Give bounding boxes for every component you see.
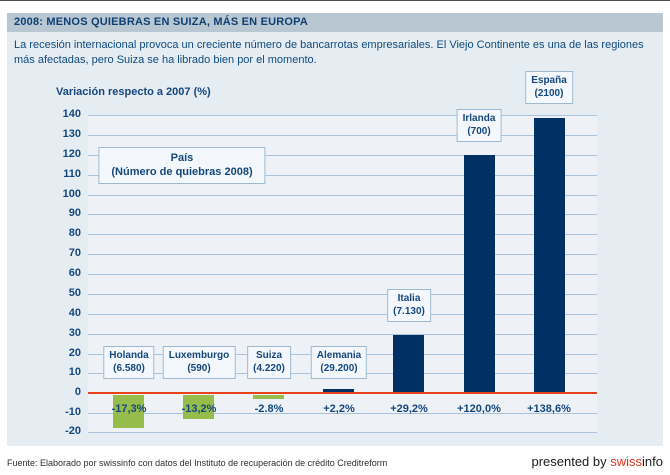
gridline-80 (88, 234, 597, 235)
gridline-90 (88, 214, 597, 215)
country-box-italia (387, 289, 431, 322)
country-name: Italia (397, 293, 421, 304)
country-count: (4.220) (253, 363, 285, 374)
y-tick-label-0: 0 (74, 386, 81, 398)
value-label-espana: +138,6% (527, 403, 571, 415)
value-label-suiza: -2.8% (254, 403, 284, 415)
y-tick-label-20: 20 (68, 347, 81, 359)
y-tick-label-120: 120 (62, 148, 81, 160)
country-box-alemania (311, 346, 367, 379)
value-label-italia: +29,2% (390, 403, 428, 415)
presented-by-label: presented by (531, 454, 611, 469)
gridline-40 (88, 314, 597, 315)
country-name: Suiza (255, 350, 283, 361)
page-title: 2008: MENOS QUIEBRAS EN SUIZA, MÁS EN EUROPA (14, 16, 309, 28)
country-box-suiza (247, 346, 291, 379)
gridline-30 (88, 334, 597, 335)
legend-line1: País (170, 152, 194, 164)
zero-baseline (88, 392, 597, 394)
country-count: (590) (187, 363, 211, 374)
presented-by (531, 454, 663, 469)
country-box-holanda (103, 346, 154, 379)
bar-irlanda (464, 155, 495, 393)
y-tick-label-100: 100 (62, 188, 81, 200)
y-tick-label-80: 80 (68, 227, 81, 239)
country-name: España (531, 75, 567, 86)
y-tick-label-90: 90 (68, 207, 81, 219)
y-tick-label-70: 70 (68, 247, 81, 259)
country-count: (6.580) (113, 363, 145, 374)
y-tick-label-140: 140 (62, 108, 81, 120)
gridline-130 (88, 135, 597, 136)
y-tick-label-60: 60 (68, 267, 81, 279)
gridline--20 (88, 432, 597, 433)
country-box-luxemburgo (163, 346, 236, 379)
gridline-70 (88, 254, 597, 255)
y-tick-label-50: 50 (68, 287, 81, 299)
country-count: (7.130) (393, 306, 425, 317)
gridline-100 (88, 195, 597, 196)
brand-swiss: swiss (610, 454, 643, 469)
y-tick-label-110: 110 (63, 168, 81, 180)
y-tick-label--10: -10 (65, 406, 81, 418)
value-label-holanda: -17,3% (111, 403, 147, 415)
bar-suiza (253, 395, 284, 399)
country-box-espana (525, 71, 573, 104)
value-label-alemania: +2,2% (323, 403, 355, 415)
value-label-luxemburgo: -13,2% (181, 403, 217, 415)
value-label-irlanda: +120,0% (457, 403, 501, 415)
country-name: Luxemburgo (168, 350, 230, 361)
country-box-irlanda (457, 109, 502, 142)
brand-info: info (642, 454, 663, 469)
country-name: Holanda (109, 350, 149, 361)
source-note: Fuente: Elaborado por swissinfo con datos del Instituto de recuperación de crédito Creditreform (7, 458, 388, 468)
title-bar (7, 13, 663, 32)
country-name: Irlanda (462, 113, 496, 124)
y-tick-label-40: 40 (68, 307, 81, 319)
chart-panel (7, 32, 663, 446)
y-axis-title: Variación respecto a 2007 (%) (56, 86, 211, 98)
intro-paragraph: La recesión internacional provoca un creciente número de bancarrotas empresariales. El Viejo Continente es una de las regiones más afectadas, pero Suiza se ha librado bien por el momento. (14, 39, 644, 66)
y-tick-label-10: 10 (68, 366, 81, 378)
gridline-140 (88, 115, 597, 116)
country-count: (29.200) (320, 363, 358, 374)
y-tick-label-130: 130 (62, 128, 81, 140)
country-count: (2100) (534, 88, 564, 99)
legend-line2: (Número de quiebras 2008) (111, 166, 253, 178)
y-tick-label-30: 30 (68, 327, 81, 339)
gridline-50 (88, 294, 597, 295)
country-name: Alemania (316, 350, 362, 361)
y-tick-label--20: -20 (65, 425, 81, 437)
bar-espana (534, 118, 565, 393)
gridline-60 (88, 274, 597, 275)
legend-box (98, 147, 265, 184)
country-count: (700) (467, 126, 491, 137)
bar-italia (393, 335, 424, 393)
